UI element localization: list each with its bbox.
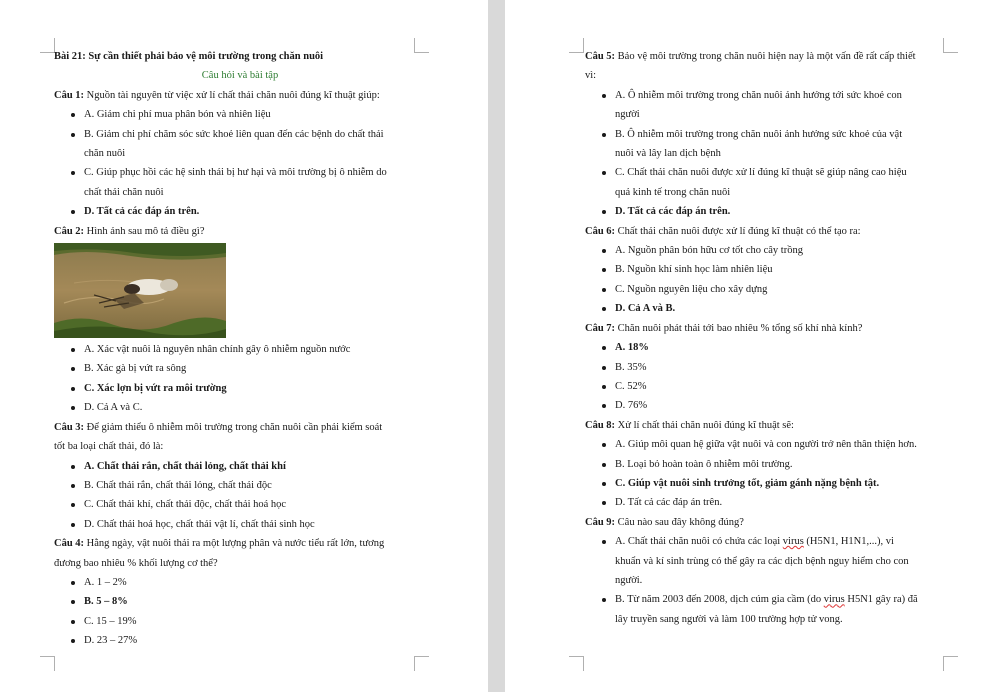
document-page-left [0,0,488,692]
answer-option: D. 76% [615,396,943,415]
corner-mark [414,656,429,671]
answer-option: B. 35% [615,358,943,377]
corner-mark [569,656,584,671]
answer-list [585,241,943,319]
answer-option: C. 15 – 19% [84,612,426,631]
answer-option: B. Loại bỏ hoàn toàn ô nhiễm môi trường. [615,455,943,474]
question-text: Hình ảnh sau mô tả điều gì? [84,225,205,237]
answer-option: B. Chất thải rắn, chất thải lỏng, chất thải độc [84,476,426,495]
answer-option: A. Chất thải chăn nuôi có chứa các loại virus (H5N1, H1N1,...), vi khuẩn và kí sinh trùng có thể gây ra các dịch bệnh nguy hiểm cho con người. [615,532,943,590]
answer-option-correct: D. Tất cả các đáp án trên. [615,202,943,221]
question-number: Câu 2: [54,225,85,237]
spellcheck-word[interactable]: virus [782,536,804,548]
lesson-title: Bài 21: Sự cần thiết phải bảo vệ môi trường trong chăn nuôi [54,51,324,62]
answer-list [54,340,426,418]
answer-option: D. Tất cả các đáp án trên. [615,493,943,512]
question-number: Câu 8: [585,419,616,431]
question-7: Câu 7: Chăn nuôi phát thải tới bao nhiêu % tổng số khí nhà kính? [585,322,863,334]
spellcheck-word[interactable]: virus [823,594,845,606]
question-6: Câu 6: Chất thải chăn nuôi được xử lí đúng kĩ thuật có thể tạo ra: [585,225,861,237]
answer-list [54,105,426,221]
answer-option: C. 52% [615,377,943,396]
question-number: Câu 9: [585,516,616,528]
answer-option: C. Chất thải khí, chất thải độc, chất thải hoá học [84,495,426,514]
answer-option: B. Từ năm 2003 đến 2008, dịch cúm gia cầm (do virus H5N1 gây ra) đã lây truyền sang người và làm 100 trường hợp tử vong. [615,590,943,629]
answer-list [54,457,426,535]
corner-mark [943,656,958,671]
question-number: Câu 7: [585,322,616,334]
question-number: Câu 3: [54,421,85,433]
question-9: Câu 9: Câu nào sau đây không đúng? [585,516,744,528]
page-gap [488,0,505,692]
carcass-in-water-photo[interactable] [54,243,226,338]
answer-list [585,435,943,513]
answer-option: A. Nguồn phân bón hữu cơ tốt cho cây trồng [615,241,943,260]
answer-option: C. Giúp phục hồi các hệ sinh thái bị hư hại và môi trường bị ô nhiễm do chất thải chăn nuôi [84,163,426,202]
answer-option: A. Xác vật nuôi là nguyên nhân chính gây ô nhiễm nguồn nước [84,340,426,359]
question-3: Câu 3: Để giảm thiểu ô nhiễm môi trường trong chăn nuôi cần phải kiểm soát tốt ba loại chất thải, đó là: [54,421,383,453]
document-page-right [505,0,997,692]
answer-option: B. Nguồn khí sinh học làm nhiên liệu [615,260,943,279]
corner-mark [943,38,958,53]
question-8: Câu 8: Xử lí chất thải chăn nuôi đúng kĩ thuật sẽ: [585,419,794,431]
answer-option-correct: A. 18% [615,338,943,357]
answer-option: C. Chất thải chăn nuôi được xử lí đúng kĩ thuật sẽ giúp nâng cao hiệu quả kinh tế trong chăn nuôi [615,163,943,202]
answer-option: B. Ô nhiễm môi trường trong chăn nuôi ảnh hưởng sức khoẻ của vật nuôi và lây lan dịch bệnh [615,125,943,164]
question-4: Câu 4: Hằng ngày, vật nuôi thải ra một lượng phân và nước tiểu rất lớn, tương đương bao nhiêu % khối lượng cơ thể? [54,538,385,569]
answer-list [585,532,943,629]
answer-option: D. Chất thải hoá học, chất thải vật lí, chất thải sinh học [84,515,426,534]
corner-mark [40,38,55,53]
corner-mark [40,656,55,671]
question-number: Câu 6: [585,225,616,237]
answer-option: A. 1 – 2% [84,573,426,592]
answer-option-correct: D. Cả A và B. [615,299,943,318]
section-subtitle: Câu hỏi và bài tập [201,70,279,82]
answer-option-correct: C. Xác lợn bị vứt ra môi trường [84,379,426,398]
answer-option: B. Xác gà bị vứt ra sông [84,359,426,378]
answer-option: D. 23 – 27% [84,631,426,650]
page-content[interactable] [585,47,943,629]
answer-option: A. Giảm chi phí mua phân bón và nhiên liệu [84,105,426,124]
answer-list [54,573,426,651]
page-content[interactable] [54,47,426,651]
question-1 [54,86,426,105]
question-number: Câu 1: [54,89,85,101]
answer-option: D. Cả A và C. [84,398,426,417]
answer-option: C. Nguồn nguyên liệu cho xây dựng [615,280,943,299]
answer-option: B. Giảm chi phí chăm sóc sức khoẻ liên quan đến các bệnh do chất thải chăn nuôi [84,125,426,164]
answer-option: A. Ô nhiễm môi trường trong chăn nuôi ảnh hưởng tới sức khoẻ con người [615,86,943,125]
question-2 [54,222,426,241]
answer-list [585,338,943,416]
answer-option: A. Giúp môi quan hệ giữa vật nuôi và con người trở nên thân thiện hơn. [615,435,943,454]
question-number: Câu 4: [54,538,85,550]
question-number: Câu 5: [585,51,616,62]
answer-option-correct: B. 5 – 8% [84,592,426,611]
answer-option-correct: C. Giúp vật nuôi sinh trưởng tốt, giảm gánh nặng bệnh tật. [615,474,943,493]
question-5: Câu 5: Bảo vệ môi trường trong chăn nuôi hiện nay là một vấn đề rất cấp thiết vì: [585,51,916,82]
answer-option-correct: A. Chất thải rắn, chất thải lỏng, chất thải khí [84,457,426,476]
question-text: Nguồn tài nguyên từ việc xử lí chất thải chăn nuôi đúng kĩ thuật giúp: [84,89,380,101]
corner-mark [569,38,584,53]
answer-list [585,86,943,222]
answer-option-correct: D. Tất cả các đáp án trên. [84,202,426,221]
